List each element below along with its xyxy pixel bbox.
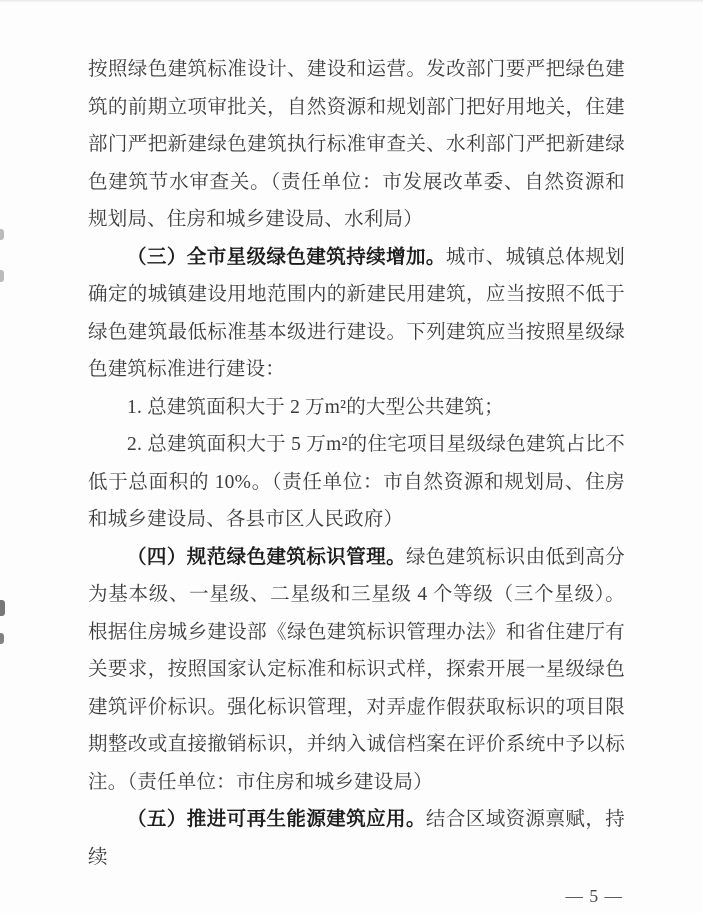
document-body: [88, 51, 625, 907]
list-item-1: [88, 389, 625, 427]
paragraph-text: 1. 总建筑面积大于 2 万m²的大型公共建筑；: [127, 396, 504, 418]
list-item-2: [88, 426, 625, 539]
paragraph-text: 按照绿色建筑标准设计、建设和运营。发改部门要严把绿色建筑的前期立项审批关，自然资源和规划部门把好用地关，住建部门严把新建绿色建筑执行标准审查关、水利部门严把新建绿色建筑节水审查关。（责任单位：市发展改革委、自然资源和规划局、住房和城乡建设局、水利局）: [88, 59, 625, 230]
page-number: — 5 —: [565, 886, 623, 906]
paragraph-continuation: [88, 51, 625, 239]
scan-artifact: [0, 600, 5, 616]
paragraph-text: 结合区域资源禀赋，持续: [88, 809, 625, 868]
paragraph-section-4: [88, 539, 625, 802]
scan-artifact: [0, 229, 4, 240]
section-5-heading: （五）推进可再生能源建筑应用。: [127, 809, 426, 830]
paragraph-text: 城市、城镇总体规划确定的城镇建设用地范围内的新建民用建筑，应当按照不低于绿色建筑最低标准基本级进行建设。下列建筑应当按照星级绿色建筑标准进行建设：: [88, 246, 625, 380]
scan-artifact: [0, 633, 4, 644]
paragraph-section-3: [88, 239, 625, 389]
paragraph-text: 绿色建筑标识由低到高分为基本级、一星级、二星级和三星级 4 个等级（三个星级）。根据住房城乡建设部《绿色建筑标识管理办法》和省住建厅有关要求，按照国家认定标准和标识式样，探索开展一星级绿色建筑评价标识。强化标识管理，对弄虚作假获取标识的项目限期整改或直接撤销标识，并纳入诚信档案在评价系统中予以标注。（责任单位：市住房和城乡建设局）: [88, 546, 625, 793]
section-4-heading: （四）规范绿色建筑标识管理。: [127, 546, 406, 568]
section-3-heading: （三）全市星级绿色建筑持续增加。: [127, 246, 446, 268]
scan-artifact: [0, 270, 4, 282]
scanner-edge-shadow: [0, 0, 703, 3]
paragraph-section-5: [88, 801, 625, 876]
paragraph-text: 2. 总建筑面积大于 5 万m²的住宅项目星级绿色建筑占比不低于总面积的 10%。（责任单位：市自然资源和规划局、住房和城乡建设局、各县市区人民政府）: [88, 434, 625, 530]
